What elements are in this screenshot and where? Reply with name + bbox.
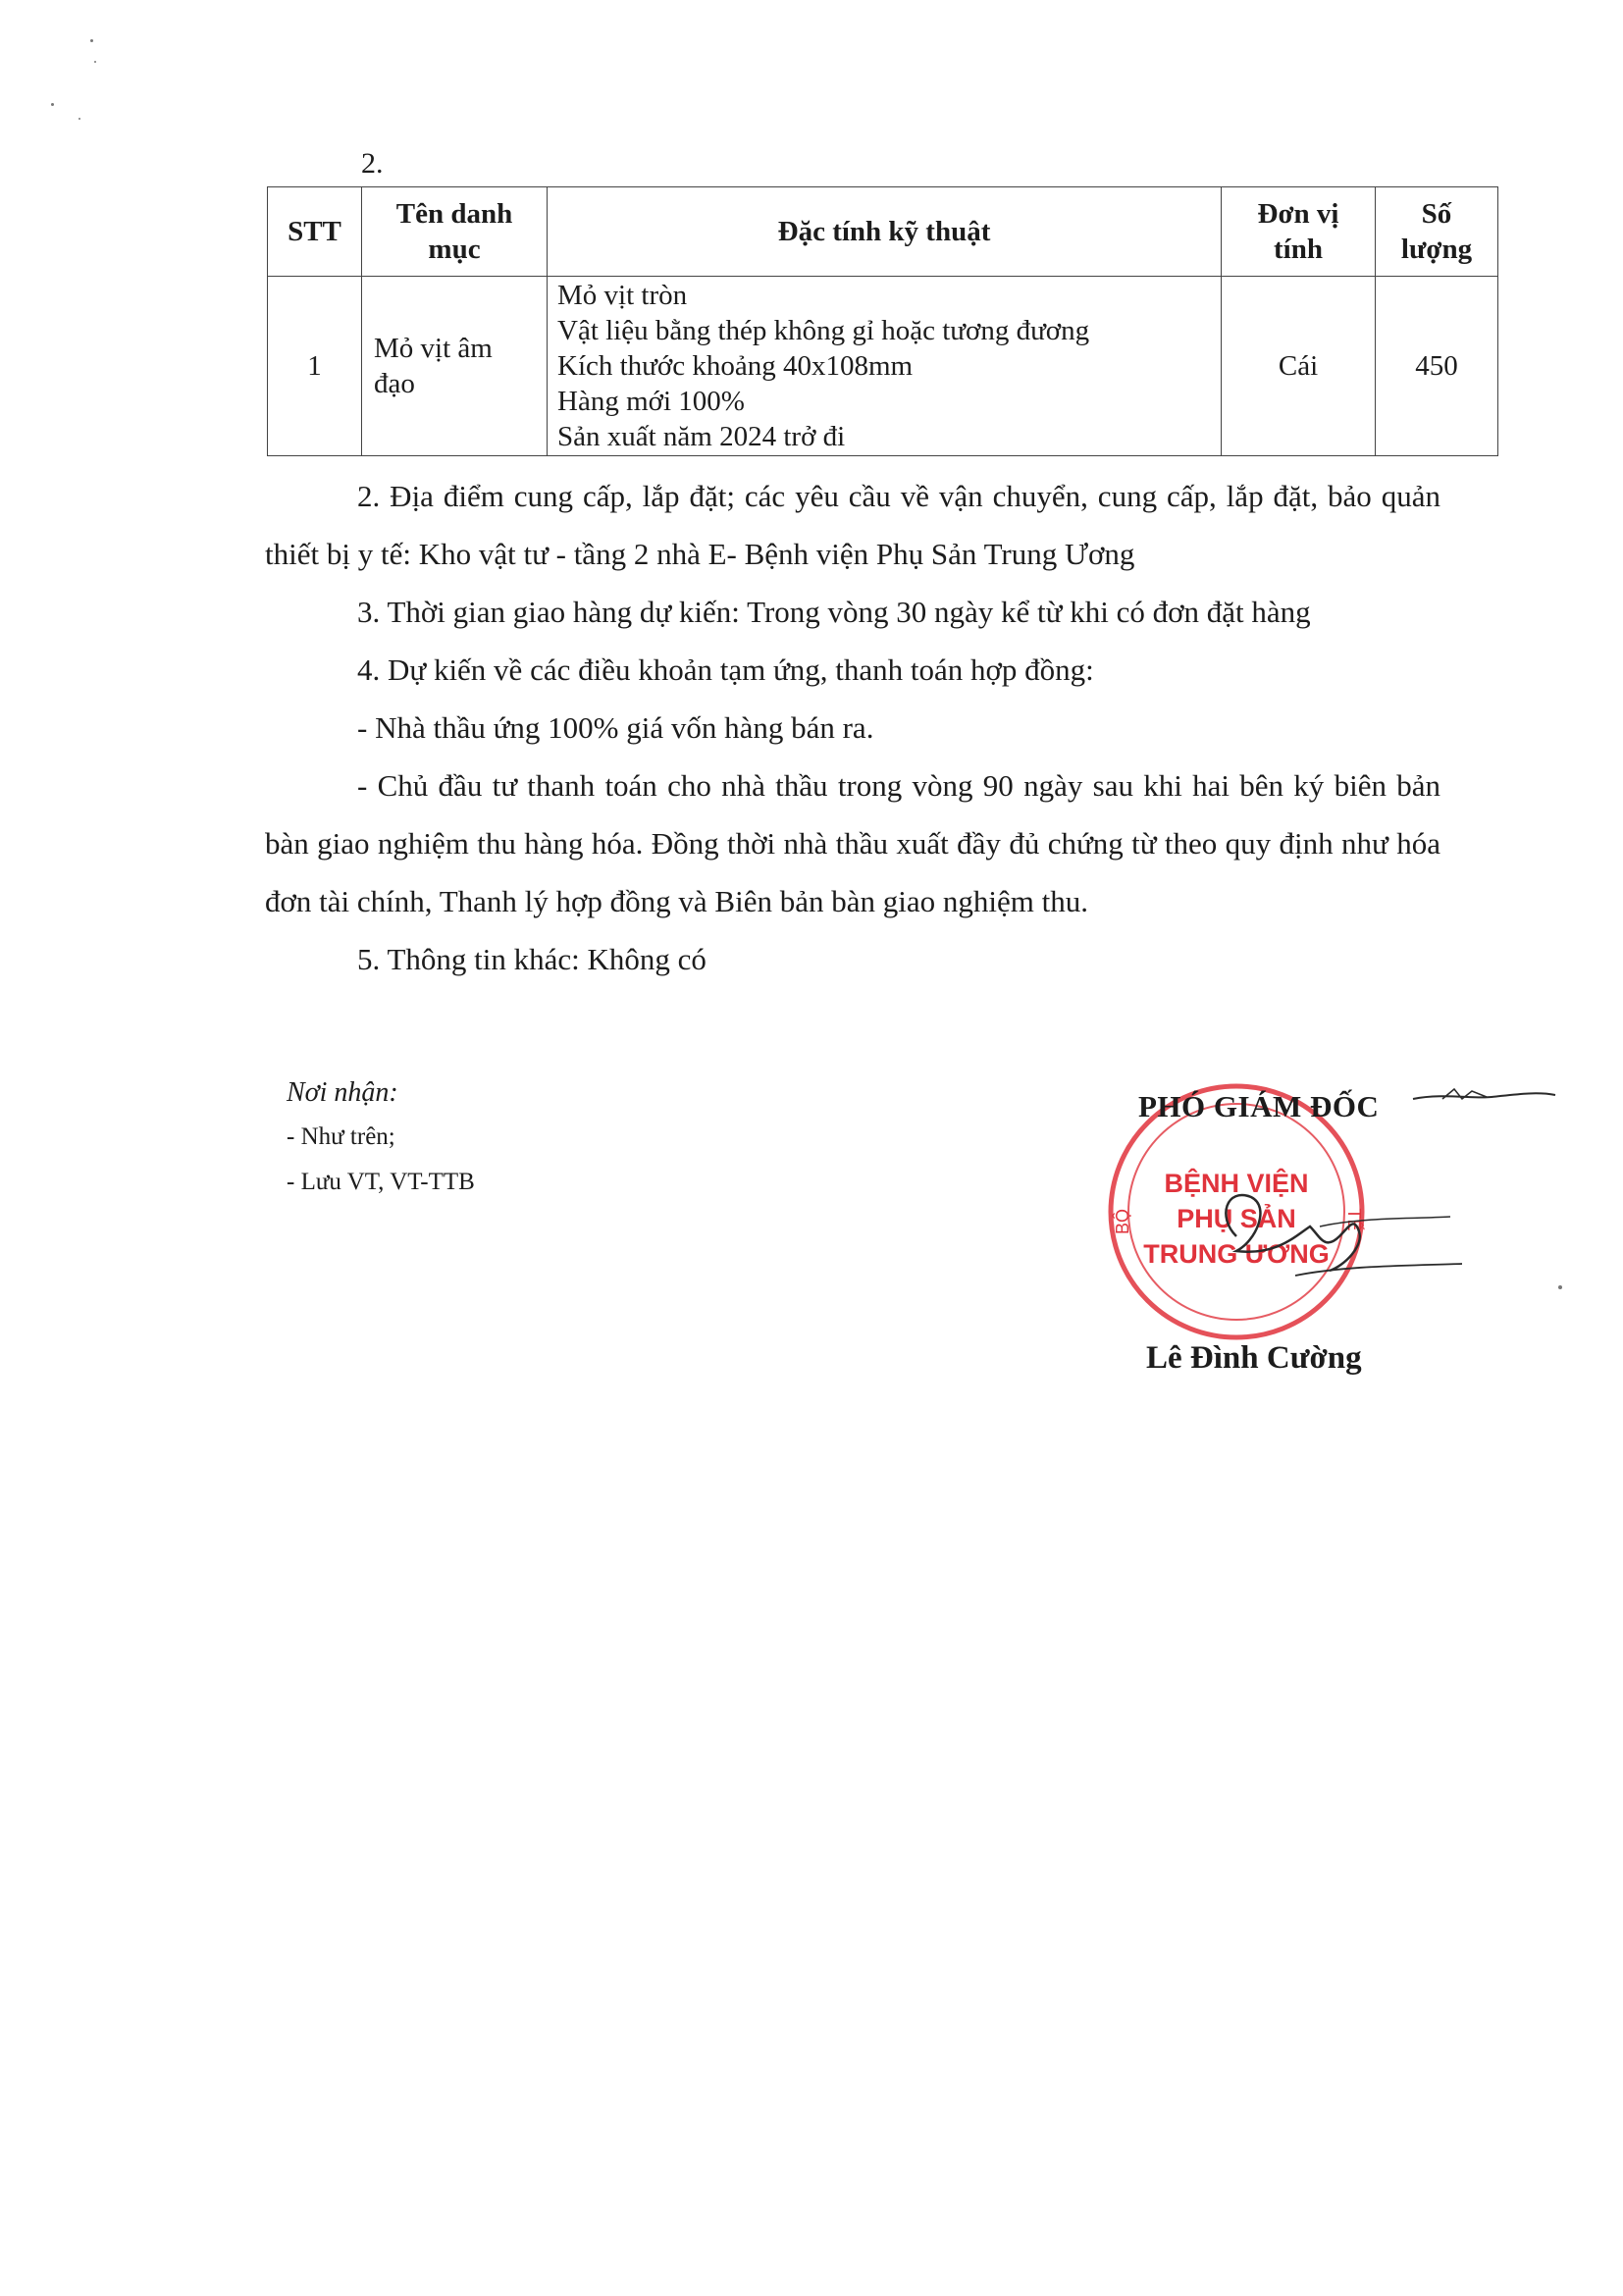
header-item-name: Tên danh mục (362, 187, 548, 277)
stamp-text-line2: PHỤ SẢN (1177, 1204, 1296, 1233)
table-header-row (268, 187, 1498, 277)
spec-table (267, 186, 1498, 456)
signer-name: Lê Đình Cường (1146, 1340, 1362, 1376)
stamp-text-line1: BỆNH VIỆN (1164, 1169, 1309, 1198)
signer-title: PHÓ GIÁM ĐỐC (1138, 1089, 1380, 1123)
scan-speck (90, 39, 93, 42)
cell-spec (548, 277, 1222, 456)
cell-unit: Cái (1222, 277, 1376, 456)
header-spec: Đặc tính kỹ thuật (548, 187, 1222, 277)
advance-payment-paragraph (265, 699, 1440, 757)
delivery-location-paragraph (265, 467, 1440, 583)
stamp-text-line3: TRUNG ƯƠNG (1143, 1239, 1330, 1269)
section-number: 2. (361, 147, 384, 180)
cell-stt: 1 (268, 277, 362, 456)
paragraph-text: 2. Địa điểm cung cấp, lắp đặt; các yêu cầu về vận chuyển, cung cấp, lắp đặt, bảo quản thiết bị y tế: Kho vật tư - tầng 2 nhà E- Bệnh viện Phụ Sản Trung Ương (265, 479, 1440, 571)
header-quantity: Số lượng (1376, 187, 1498, 277)
stamp-side-text-left: BỘ (1113, 1208, 1132, 1235)
recipient-item: - Lưu VT, VT-TTB (287, 1169, 475, 1195)
spec-line: Sản xuất năm 2024 trở đi (557, 421, 846, 452)
recipient-item: - Như trên; (287, 1123, 395, 1150)
delivery-time-paragraph (265, 583, 1440, 641)
header-stt: STT (268, 187, 362, 277)
paragraph-text: - Nhà thầu ứng 100% giá vốn hàng bán ra. (357, 710, 874, 745)
spec-line: Mỏ vịt tròn (557, 280, 688, 311)
spec-line: Kích thước khoảng 40x108mm (557, 350, 914, 382)
spec-line: Vật liệu bằng thép không gỉ hoặc tương đương (557, 315, 1090, 346)
cell-item-name: Mỏ vịt âm đạo (362, 277, 548, 456)
recipients-block (287, 1077, 679, 1213)
signature-stroke (1295, 1264, 1462, 1276)
payment-terms-heading (265, 641, 1440, 699)
scan-speck (79, 118, 80, 120)
spec-line: Hàng mới 100% (557, 386, 745, 417)
paragraph-text: 5. Thông tin khác: Không có (357, 942, 707, 976)
paragraph-text: 3. Thời gian giao hàng dự kiến: Trong vòng 30 ngày kể từ khi có đơn đặt hàng (357, 595, 1311, 629)
handwritten-signature (1148, 1070, 1560, 1344)
scan-speck (51, 103, 54, 106)
stamp-side-text-right: TẾ (1344, 1208, 1364, 1231)
payment-paragraph (265, 757, 1440, 930)
table-row (268, 277, 1498, 456)
signature-stroke (1226, 1195, 1359, 1271)
other-info-paragraph (265, 930, 1440, 988)
header-unit: Đơn vị tính (1222, 187, 1376, 277)
cell-quantity: 450 (1376, 277, 1498, 456)
scan-speck (94, 61, 96, 63)
signature-stroke (1320, 1217, 1450, 1226)
paragraph-text: - Chủ đầu tư thanh toán cho nhà thầu trong vòng 90 ngày sau khi hai bên ký biên bản bàn giao nghiệm thu hàng hóa. Đồng thời nhà thầu xuất đầy đủ chứng từ theo quy định như hóa đơn tài chính, Thanh lý hợp đồng và Biên bản bàn giao nghiệm thu. (265, 768, 1440, 918)
recipients-title: Nơi nhận: (287, 1077, 398, 1108)
paragraph-text: 4. Dự kiến về các điều khoản tạm ứng, thanh toán hợp đồng: (357, 652, 1094, 687)
